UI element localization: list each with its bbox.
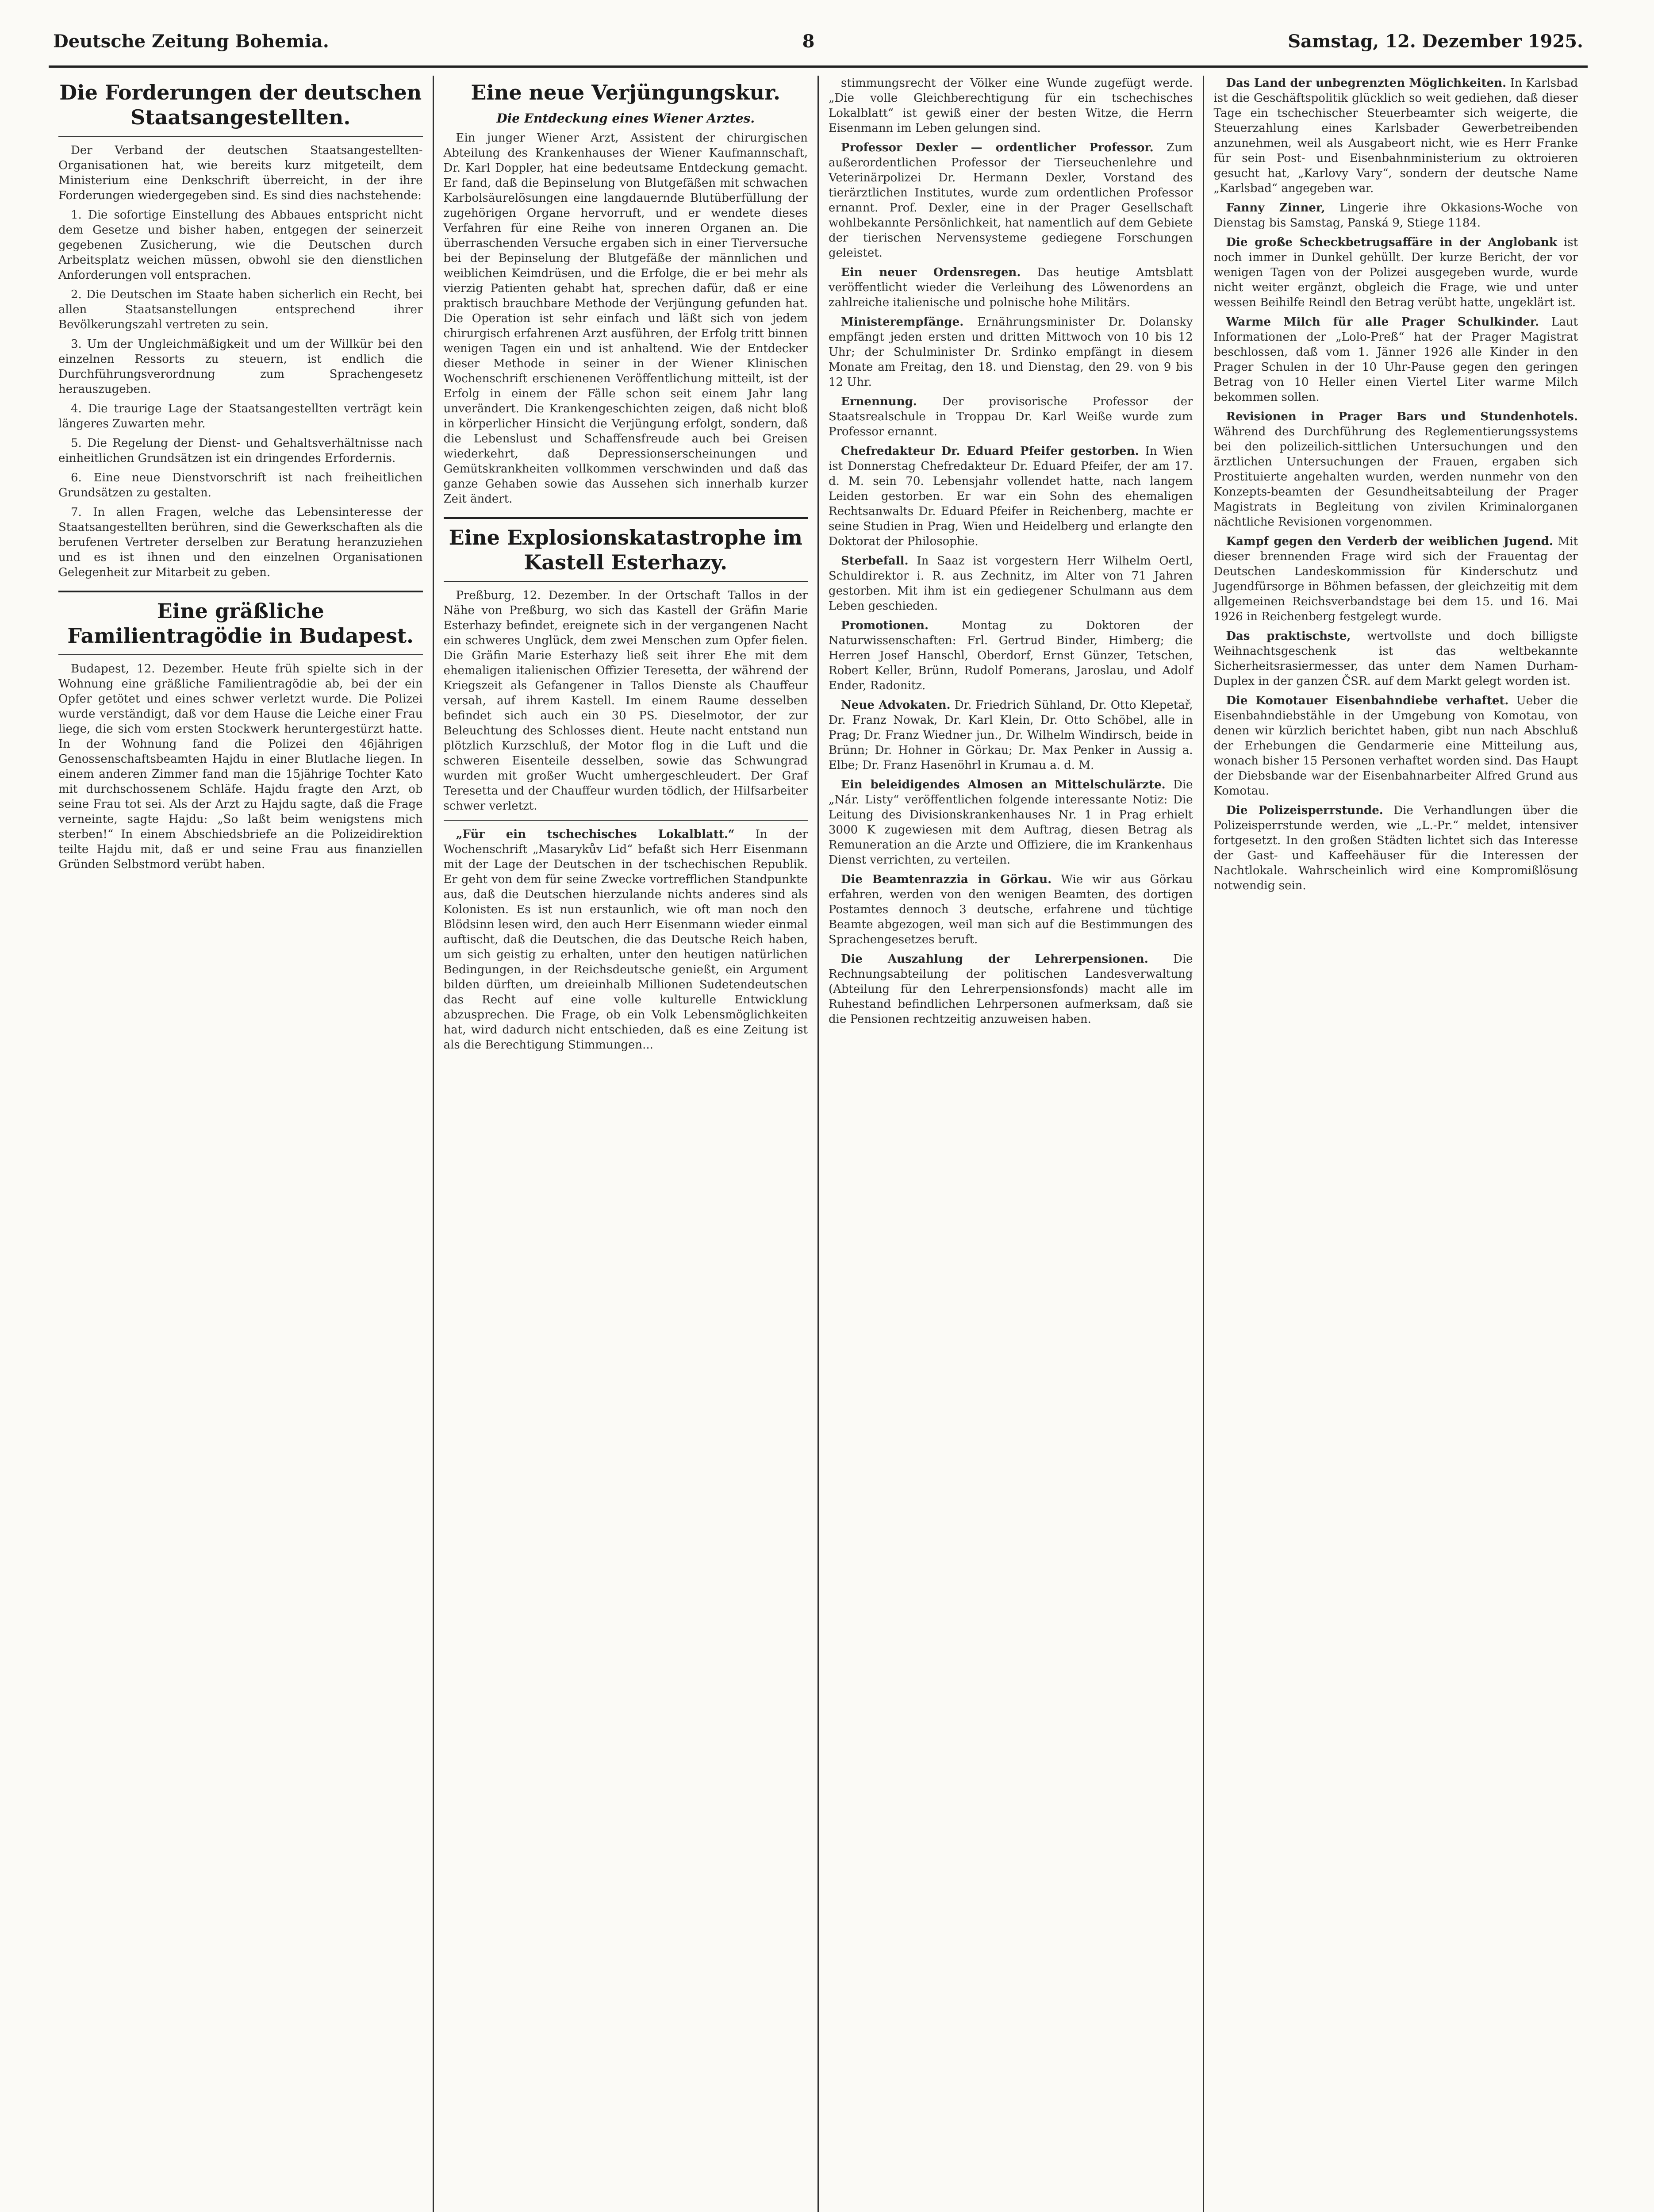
- divider: [444, 820, 808, 821]
- notice-text: wertvollste und doch billigste Weihnachtsgeschenk ist das weltbekannte Sicherheitsrasiermesser, das unter dem Namen Durham-Duplex in der ganzen ČSR. auf dem Markt gelegt worden ist.: [1213, 630, 1578, 688]
- notice: [829, 140, 1193, 261]
- notice: [829, 394, 1193, 439]
- article-body: [444, 827, 808, 1052]
- article-body: [829, 76, 1193, 1027]
- notice: [1214, 534, 1578, 624]
- article-body: [444, 131, 808, 507]
- notice-text: Die „Nár. Listy“ veröffentlichen folgende interessante Notiz: Die Leitung des Divisionskrankenhauses Nr. 1 in Prag erhielt 3000 K zugewiesen mit dem Auftrag, diesen Betrag als Remuneration an die Arzte und Offiziere, die im Krankenhaus Dienst verrichten, zu verteilen.: [829, 778, 1193, 867]
- article-paragraph: Ein junger Wiener Arzt, Assistent der chirurgischen Abteilung des Krankenhauses der Wiener Kaufmannschaft, Dr. Karl Doppler, hat eine bedeutsame Entdeckung gemacht. Er fand, daß die Bepinselung von Blutgefäßen mit schwachen Karbolsäurelösungen eine langdauernde Blutüberfüllung der zugehörigen Organe hervorruft, und er wendete dieses Verfahren für eine Reihe von inneren Organen an. Die überraschenden Versuche ergaben sich in einer Tierversuche bei der Bepinselung der Blutgefäße der männlichen und weiblichen Keimdrüsen, und die Erfolge, die er bei mehr als vierzig Patienten gehabt hat, sprechen dafür, daß er eine praktisch brauchbare Methode der Verjüngung gefunden hat. Die Operation ist sehr einfach und läßt sich von jedem chirurgisch erfahrenen Arzt ausführen, der Erfolg tritt binnen wenigen Tagen ein und ist anhaltend. Wie der Entdecker dieser Methode in seiner in der Wiener Klinischen Wochenschrift erschienenen Veröffentlichung mitteilt, ist der Erfolg in einem der Fälle schon seit einem Jahr lang unverändert. Die Krankengeschichten zeigen, daß nicht bloß in körperlicher Hinsicht die Verjüngung erfolgt, sondern, daß die Lebenslust und Schaffensfreude auch bei Greisen wiederkehrt, daß Depressionserscheinungen und Gemütskrankheiten vollkommen verschwinden und daß das ganze Gehaben sowie das Aussehen sich innerhalb kurzer Zeit ändert.: [443, 131, 808, 506]
- article-paragraph: Budapest, 12. Dezember. Heute früh spielte sich in der Wohnung eine gräßliche Familientragödie ab, bei der ein Opfer getötet und eines schwer verletzt wurde. Die Polizei wurde verständigt, daß vor dem Hause die Leiche einer Frau liege, die sich vom ersten Stockwerk heruntergestürzt hatte. In der Wohnung fand die Polizei den 46jährigen Genossenschaftsbeamten Hajdu in einer Blutlache liegen. In einem anderen Zimmer fand man die 15jährige Tochter Kato mit durchschossenem Schläfe. Hajdu fragte den Arzt, ob seine Frau tot sei. Als der Arzt zu Hajdu sagte, daß die Frage verneinte, sagte Hajdu: „So laßt beim wenigstens mich sterben!“ In einem Abschiedsbriefe an die Polizeidirektion teilte Hajdu mit, daß er und seine Frau aus finanziellen Gründen Selbstmord verübt haben.: [58, 662, 423, 871]
- article-paragraph: [444, 827, 808, 1052]
- notice-text: Ernährungsminister Dr. Dolansky empfängt jeden ersten und dritten Mittwoch von 10 bis 12 Uhr; der Schulminister Dr. Srdinko empfängt in diesem Monate am Freitag, den 18. und Dienstag, den 29. von 9 bis 12 Uhr.: [829, 315, 1193, 389]
- divider: [444, 517, 808, 519]
- notice: [1214, 629, 1578, 689]
- notice-text: Mit dieser brennenden Frage wird sich der Frauentag der Deutschen Landeskommission für Kinderschutz und Jugendfürsorge in Böhmen befassen, der gleichzeitig mit dem allgemeinen Reichsverbandstage bei dem 15. und 16. Mai 1926 in Reichenberg festgelegt wurde.: [1213, 535, 1578, 623]
- notice-text: In Karlsbad ist die Geschäftspolitik glücklich so weit gediehen, daß dieser Tage ein tschechischer Steuerbeamter sich weigerte, die Steuerzahlung eines Karlsbader Gewerbetreibenden anzunehmen, weil als Ausgabeort nicht, wie es Herr Franke für sein Post- und Eisenbahnministerium zu oktroieren gesucht hat, „Karlovy Vary“, sondern der deutsche Name „Karlsbad“ angegeben war.: [1213, 77, 1578, 195]
- article-title: Eine gräßliche Familientragödie in Budapest.: [67, 599, 414, 648]
- notice: [1214, 409, 1578, 530]
- notice: [829, 872, 1193, 947]
- notice: [1214, 76, 1578, 196]
- notice-head: Promotionen.: [841, 619, 929, 632]
- notice-text: Das heutige Amtsblatt veröffentlicht wieder die Verleihung des Löwenordens an zahlreiche italienische und polnische hohe Militärs.: [829, 266, 1193, 309]
- notice-head: Die Komotauer Eisenbahndiebe verhaftet.: [1226, 694, 1509, 707]
- notice-text: Der provisorische Professor der Staatsrealschule in Troppau Dr. Karl Weiße wurde zum Professor ernannt.: [829, 395, 1193, 438]
- divider: [444, 581, 808, 582]
- notice: [829, 698, 1193, 773]
- notice-head: Professor Dexler — ordentlicher Professor.: [841, 141, 1154, 154]
- issue-date: Samstag, 12. Dezember 1925.: [1288, 31, 1583, 52]
- article-subtitle: Die Entdeckung eines Wiener Arztes.: [496, 111, 755, 126]
- notice-head: Das Land der unbegrenzten Möglichkeiten.: [1226, 77, 1507, 90]
- notice-head: Neue Advokaten.: [841, 699, 951, 712]
- notice-text: Lingerie ihre Okkasions-Woche von Dienstag bis Samstag, Panská 9, Stiege 1184.: [1213, 201, 1578, 230]
- article-paragraph: Preßburg, 12. Dezember. In der Ortschaft Tallos in der Nähe von Preßburg, wo sich das Kastell der Gräfin Marie Esterhazy befindet, ereignete sich in der vergangenen Nacht ein schweres Unglück, dem zwei Menschen zum Opfer fielen. Die Gräfin Marie Esterhazy ließ seit ihrer Ehe mit dem ehemaligen italienischen Offizier Teresetta, der während der Kriegszeit als Gefangener in Tallos Dienste als Chauffeur versah, auf ihrem Kastell. Im einem Raume desselben befindet sich auch ein 30 PS. Dieselmotor, der zur Beleuchtung des Schlosses dient. Heute nacht entstand nun plötzlich Kurzschluß, der Motor flog in die Luft und die schweren Eisenteile desselben, sowie das Schwungrad wurden mit großer Wucht umhergeschleudert. Der Graf Teresetta und der Chauffeur wurden tödlich, der Hilfsarbeiter schwer verletzt.: [443, 589, 808, 813]
- page-number: 8: [802, 31, 815, 52]
- notice-head: Die große Scheckbetrugsaffäre in der Anglobank: [1226, 236, 1557, 249]
- article-body: [1214, 76, 1578, 893]
- notice-text: Dr. Friedrich Sühland, Dr. Otto Klepetař, Dr. Franz Nowak, Dr. Karl Klein, Dr. Otto Schöbel, alle in Prag; Dr. Franz Wiedner jun., Dr. Wilhelm Windirsch, beide in Brünn; Dr. Hohner in Görkau; Dr. Max Penker in Aussig a. Elbe; Dr. Franz Hasenöhrl in Krumau a. d. M.: [829, 699, 1193, 772]
- notice: [829, 265, 1193, 310]
- list-item: 2. Die Deutschen im Staate haben sicherlich ein Recht, bei allen Staatsanstellungen entsprechend ihrer Bevölkerungszahl vertreten zu sein.: [58, 288, 423, 331]
- notice-text: Ueber die Eisenbahndiebstähle in der Umgebung von Komotau, von denen wir kürzlich berichtet haben, gibt nun nach Abschluß der Erhebungen die Gendarmerie eine Mitteilung aus, wonach bisher 15 Personen verhaftet worden sind. Das Haupt der Diebsbande war der Eisenbahnarbeiter Alfred Grund aus Komotau.: [1213, 694, 1578, 798]
- notice-head: Ein neuer Ordensregen.: [841, 266, 1021, 279]
- article-title: Eine neue Verjüngungskur.: [471, 81, 781, 104]
- notice-text: Während des Durchführung des Reglementierungssystems bei den polizeilich-sittlichen Untersuchungen und den ärztlichen Untersuchungen der Frauen, ergaben sich Prostituierte angehalten wurden, werden nunmehr von den Konzepts-beamten der Gesundheitsabteilung der Prager Magistrats in Begleitung von zivilen Kriminalorganen nächtliche Revisionen vorgenommen.: [1213, 425, 1578, 529]
- notice: [1214, 315, 1578, 405]
- notice-head: Revisionen in Prager Bars und Stundenhotels.: [1226, 410, 1578, 423]
- list-item: 5. Die Regelung der Dienst- und Gehaltsverhältnisse nach einheitlichen Grundsätzen ist ein dringendes Erfordernis.: [58, 437, 423, 465]
- notice-text: Laut Informationen der „Lolo-Preß“ hat der Prager Magistrat beschlossen, daß vom 1. Jänner 1926 alle Kinder in den Prager Schulen in der 10 Uhr-Pause gegen den geringen Betrag von 10 Heller einen Viertel Liter warme Milch bekommen sollen.: [1213, 315, 1578, 404]
- notice: [1214, 803, 1578, 893]
- notice: [829, 444, 1193, 549]
- article-paragraph: Der Verband der deutschen Staatsangestellten-Organisationen hat, wie bereits kurz mitgeteilt, dem Ministerium eine Denkschrift überreicht, in der ihre Forderungen wiedergegeben sind. Es sind dies nachstehende:: [58, 144, 423, 202]
- notice-text: Montag zu Doktoren der Naturwissenschaften: Frl. Gertrud Binder, Himberg; die Herren Josef Hanschl, Oberdorf, Ernst Günzer, Tetschen, Robert Keller, Brünn, Rudolf Pomerans, Jaroslau, und Adolf Ender, Radonitz.: [829, 619, 1193, 692]
- list-item: 1. Die sofortige Einstellung des Abbaues entspricht nicht dem Gesetze und bisher haben, entgegen der seinerzeit gegebenen Zusicherung, wie die Deutschen durch Arbeitsplatz weichen müssen, obwohl sie den dienstlichen Anforderungen voll entsprachen.: [58, 208, 423, 282]
- list-item: 6. Eine neue Dienstvorschrift ist nach freiheitlichen Grundsätzen zu gestalten.: [58, 471, 423, 499]
- list-item: 4. Die traurige Lage der Staatsangestellten verträgt kein längeres Zuwarten mehr.: [58, 402, 423, 430]
- notice-text: In Saaz ist vorgestern Herr Wilhelm Oertl, Schuldirektor i. R. aus Zechnitz, im Alter von 71 Jahren gestorben. Mit ihm ist ein gediegener Schulmann aus dem Leben geschieden.: [829, 554, 1193, 613]
- list-item: 7. In allen Fragen, welche das Lebensinteresse der Staatsangestellten berühren, sind die Gewerkschaften als die berufenen Vertreter derselben zur Beratung heranzuziehen und es ist ihnen und den einzelnen Organisationen Gelegenheit zur Mitarbeit zu geben.: [58, 506, 423, 579]
- notice-text: Wie wir aus Görkau erfahren, werden von den wenigen Beamten, des dortigen Postamtes dennoch 3 deutsche, erfahrene und tüchtige Beamte abgezogen, weil man sich auf die Bestimmungen des Sprachengesetzes beruft.: [829, 873, 1193, 946]
- notice-text: In Wien ist Donnerstag Chefredakteur Dr. Eduard Pfeifer, der am 17. d. M. sein 70. Lebensjahr vollendet hatte, nach langem Leiden gestorben. Er war ein Sohn des ehemaligen Rechtsanwalts Dr. Eduard Pfeifer in Reichenberg, machte er seine Studien in Prag, Wien und Heidelberg und erlangte den Doktorat der Philosophie.: [829, 445, 1193, 548]
- notice-head: Ministerempfänge.: [841, 315, 964, 329]
- notice: [829, 315, 1193, 390]
- article-title: Die Forderungen der deutschen Staatsangestellten.: [59, 81, 422, 129]
- column-1: [49, 76, 433, 2212]
- notice-head: Chefredakteur Dr. Eduard Pfeifer gestorben.: [841, 445, 1139, 458]
- article-body: [58, 143, 423, 580]
- notice-text: Die Verhandlungen über die Polizeisperrstunde werden, wie „L.-Pr.“ meldet, intensiver fortgesetzt. In den großen Städten lichtet sich das Interesse der Gast- und Kaffeehäuser für die Interessen der Nachtlokale. Wahrscheinlich wird eine Kompromißlösung notwendig sein.: [1213, 804, 1578, 892]
- notice-text: ist noch immer in Dunkel gehüllt. Der kurze Bericht, der vor wenigen Tagen von der Polizei ausgegeben wurde, wurde nicht weiter ergänzt, obgleich die Frage, wie und unter wessen Beihilfe Reindl den Betrag verübt hatte, ungeklärt ist.: [1213, 236, 1578, 309]
- notice: [1214, 200, 1578, 230]
- notice-head: Die Auszahlung der Lehrerpensionen.: [841, 952, 1148, 966]
- notice-head: Kampf gegen den Verderb der weiblichen Jugend.: [1226, 535, 1553, 548]
- notice: [829, 618, 1193, 693]
- list-item: 3. Um der Ungleichmäßigkeit und um der Willkür bei den einzelnen Ressorts zu steuern, ist endlich die Durchführungsverordnung zum Sprachengesetz herauszugeben.: [58, 338, 423, 396]
- notice-text: Zum außerordentlichen Professor der Tierseuchenlehre und Veterinärpolizei Dr. Hermann Dexler, Vorstand des tierärztlichen Institutes, wurde zum ordentlichen Professor ernannt. Prof. Dexler, eine in der Prager Gesellschaft wohlbekannte Persönlichkeit, hat namentlich auf dem Gebiete der tierischen Nervensysteme gediegene Forschungen geleistet.: [829, 141, 1193, 260]
- article-paragraph: stimmungsrecht der Völker eine Wunde zugefügt werde. „Die volle Gleichberechtigung für ein tschechisches Lokalblatt“ ist gewiß einer der besten Witze, die Herrn Eisenmann im Leben gelungen sind.: [829, 77, 1193, 135]
- notice: [1214, 235, 1578, 310]
- notice: [829, 553, 1193, 614]
- notice-head: Die Beamtenrazzia in Görkau.: [841, 873, 1052, 886]
- divider: [58, 654, 423, 655]
- article-body: [58, 661, 423, 872]
- article-text: In der Wochenschrift „Masarykův Lid“ befaßt sich Herr Eisenmann mit der Lage der Deutschen in der tschechischen Republik. Er geht von dem für seine Zwecke vortrefflichen Standpunkte aus, daß die Deutschen hierzulande nichts anderes sind als Kolonisten. Es ist nun erstaunlich, wie oft man noch den Blödsinn lesen wird, den auch Herr Eisenmann wieder einmal auftischt, daß die Deutschen, die das Deutsche Reich haben, um sich geistig zu erhalten, unter den heutigen natürlichen Bedingungen, in der Reichsdeutsche genießt, ein Argument bilden dürften, um dreieinhalb Millionen Sudetendeutschen das Recht auf eine volle kulturelle Entwicklung abzusprechen. Die Frage, ob ein Volk Lebensmöglichkeiten hat, wird dadurch nicht entschieden, daß es eine Zeitung ist als die Berechtigung Stimmungen...: [443, 828, 808, 1052]
- notice: [1214, 693, 1578, 799]
- notice-head: Warme Milch für alle Prager Schulkinder.: [1226, 315, 1539, 329]
- columns: [49, 76, 1588, 2212]
- column-2: [433, 76, 818, 2212]
- divider: [58, 136, 423, 137]
- article-title: Eine Explosionskatastrophe im Kastell Esterhazy.: [449, 526, 802, 574]
- notice: [829, 777, 1193, 868]
- divider: [58, 591, 423, 592]
- article-body: [444, 588, 808, 814]
- page-header: [49, 31, 1588, 68]
- notice-head: Ein beleidigendes Almosen an Mittelschulärzte.: [841, 778, 1166, 791]
- column-4: [1203, 76, 1588, 2212]
- column-3: [817, 76, 1203, 2212]
- notice-head: Das praktischste,: [1226, 630, 1351, 643]
- notice-text: Die Rechnungsabteilung der politischen Landesverwaltung (Abteilung für den Lehrerpensionsfonds) macht alle im Ruhestand befindlichen Lehrpersonen aufmerksam, daß sie die Pensionen rechtzeitig anzuweisen haben.: [829, 952, 1193, 1026]
- article-lead: „Für ein tschechisches Lokalblatt.“: [456, 828, 735, 841]
- notice-head: Fanny Zinner,: [1226, 201, 1325, 215]
- notice-head: Sterbefall.: [841, 554, 909, 568]
- notice-head: Ernennung.: [841, 395, 917, 408]
- notice-head: Die Polizeisperrstunde.: [1226, 804, 1383, 817]
- masthead-left: Deutsche Zeitung Bohemia.: [53, 31, 329, 52]
- notice: [829, 952, 1193, 1027]
